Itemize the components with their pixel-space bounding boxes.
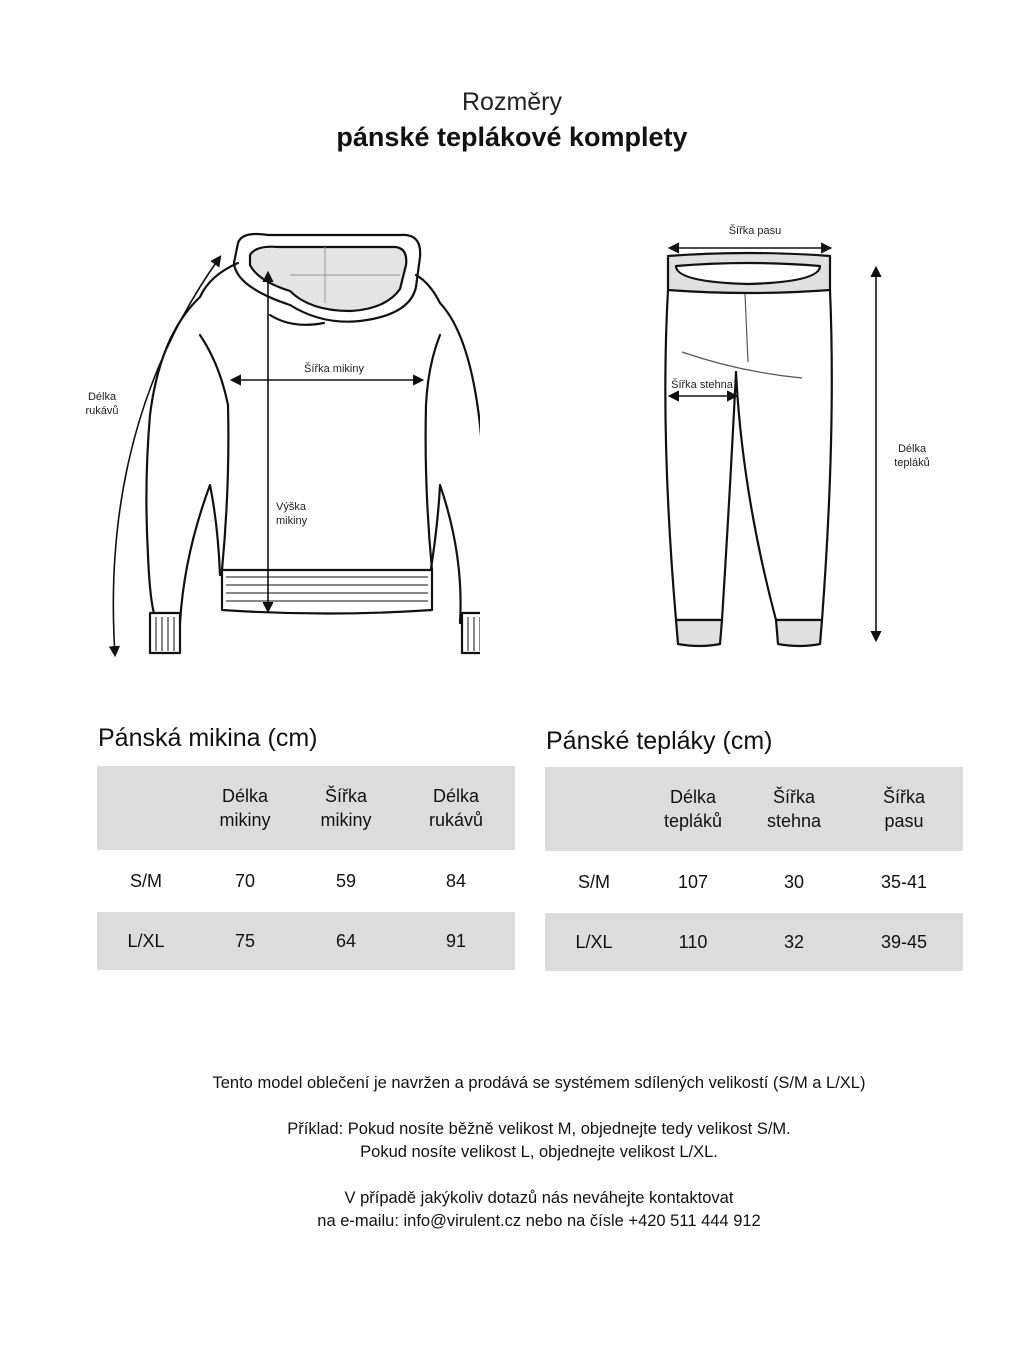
table-cell: 107 xyxy=(677,872,709,892)
hoodie-table-title: Pánská mikina (cm) xyxy=(98,724,318,752)
table-header-row xyxy=(545,767,963,851)
table-cell: 110 xyxy=(678,932,708,952)
table-cell: 59 xyxy=(335,871,357,891)
table-row xyxy=(97,850,515,912)
hoodie-size-table xyxy=(97,766,515,970)
table-cell: 70 xyxy=(234,871,256,891)
pants-drawing xyxy=(640,232,900,652)
size-cell: S/M xyxy=(129,871,162,891)
pants-length-label: Délka tepláků xyxy=(894,443,930,469)
table-row xyxy=(545,851,963,913)
size-cell: L/XL xyxy=(127,931,165,951)
size-cell: S/M xyxy=(577,872,610,892)
table-header-cell: Šířka mikiny xyxy=(320,786,372,830)
table-header-cell: Šířka pasu xyxy=(882,787,925,831)
hoodie-width-label: Šířka mikiny xyxy=(304,363,364,375)
table-cell: 30 xyxy=(783,872,805,892)
note-example-l: Pokud nosíte velikost L, objednejte velikost L/XL. xyxy=(360,1143,718,1161)
note-example-m: Příklad: Pokud nosíte běžně velikost M, objednejte tedy velikost S/M. xyxy=(287,1120,791,1138)
note-shared-sizes: Tento model oblečení je navržen a prodává se systémem sdílených velikostí (S/M a L/XL) xyxy=(212,1074,866,1092)
hoodie-height-label: Výška mikiny xyxy=(276,501,308,527)
table-row xyxy=(545,913,963,971)
table-cell: 39-45 xyxy=(880,932,928,952)
table-header-cell: Délka rukávů xyxy=(428,786,484,830)
hoodie-drawing xyxy=(60,225,480,665)
table-cell: 75 xyxy=(234,931,256,951)
table-header-cell: Délka mikiny xyxy=(219,786,271,830)
thigh-width-label: Šířka stehna xyxy=(671,379,733,391)
table-header-cell: Šířka stehna xyxy=(766,787,822,831)
pants-diagram xyxy=(640,232,900,652)
table-cell: 84 xyxy=(445,871,467,891)
note-contact: V případě jakýkoliv dotazů nás neváhejte kontaktovat xyxy=(344,1189,734,1207)
size-notes xyxy=(0,1072,1024,1233)
page-title: pánské teplákové komplety xyxy=(336,122,688,152)
hoodie-diagram xyxy=(60,225,480,665)
note-contact-details: na e-mailu: info@virulent.cz nebo na čísle +420 511 444 912 xyxy=(317,1212,761,1230)
table-header-row xyxy=(97,766,515,850)
sleeve-length-label: Délka rukávů xyxy=(85,391,119,417)
table-cell: 35-41 xyxy=(880,872,928,892)
waist-width-label: Šířka pasu xyxy=(728,225,782,237)
table-header-cell: Délka tepláků xyxy=(663,787,723,831)
table-cell: 32 xyxy=(783,932,805,952)
table-cell: 64 xyxy=(335,931,357,951)
table-row xyxy=(97,912,515,970)
subtitle: Rozměry xyxy=(461,88,562,116)
pants-size-table xyxy=(545,767,963,971)
size-cell: L/XL xyxy=(575,932,613,952)
pants-table-title: Pánské tepláky (cm) xyxy=(546,727,773,755)
table-cell: 91 xyxy=(445,931,467,951)
